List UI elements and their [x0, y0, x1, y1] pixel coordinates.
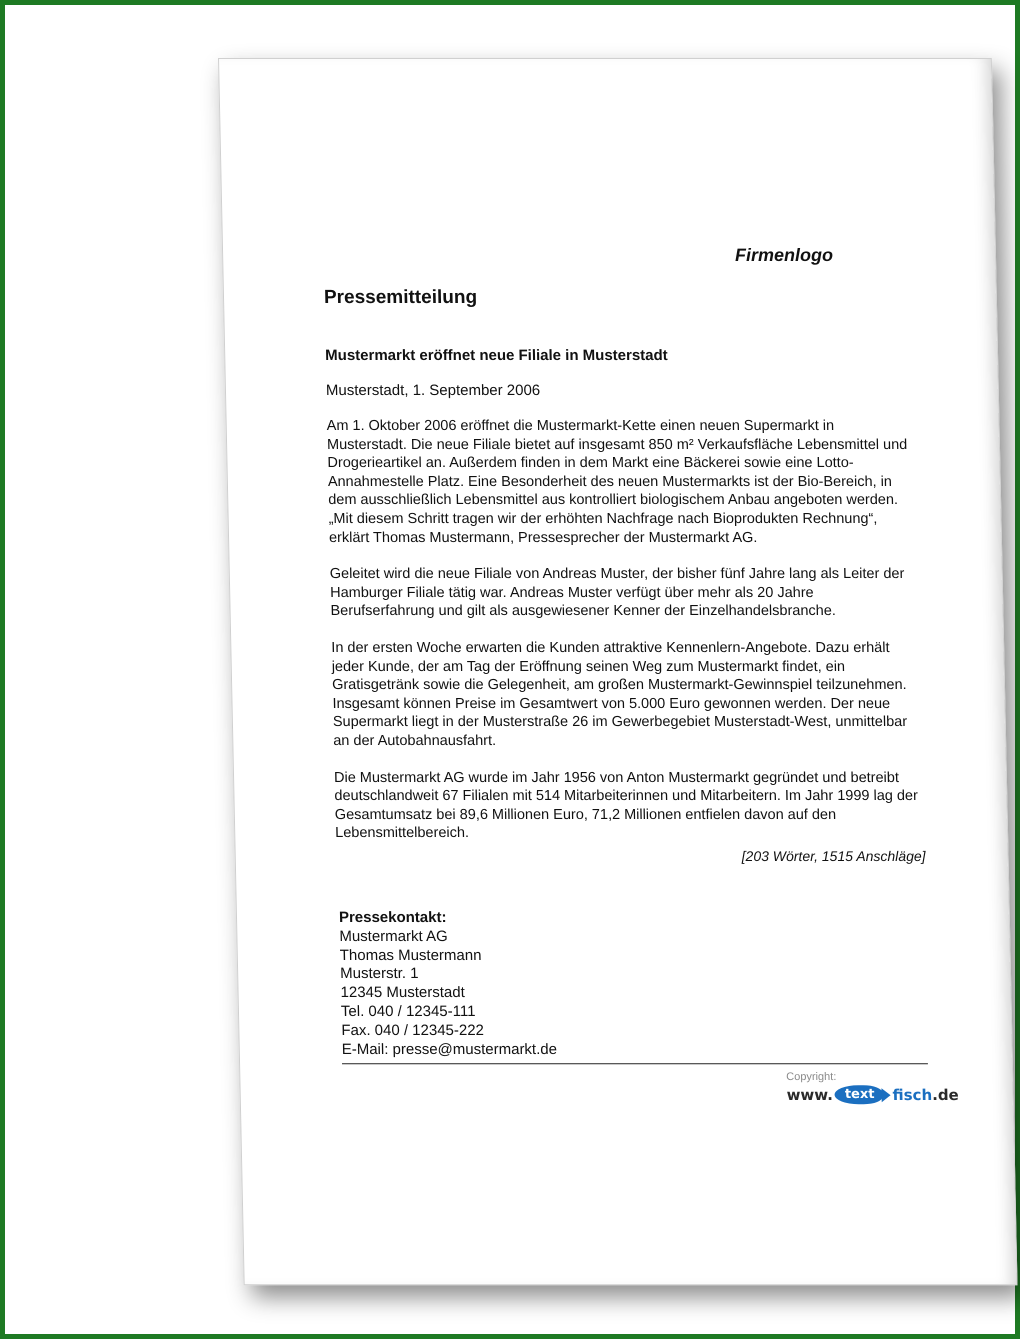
contact-fax: Fax. 040 / 12345-222	[341, 1021, 485, 1039]
paragraph-opening: Am 1. Oktober 2006 eröffnet die Mustermarkt-Kette einen neuen Supermarkt in Musterstadt. Die neue Filiale bietet auf insgesamt 850 m² Verkaufsfläche Lebensmittel und Drogerieartikel an. Außerdem finden in dem Markt eine Bäckerei sowie eine Lotto-Annahmestelle Platz. Eine Besonderheit des neuen Mustermarkts ist der Bio-Bereich, in dem ausschließlich Lebensmittel aus kontrolliert biologischem Anbau angeboten werden. „Mit diesem Schritt tragen wir der erhöhten Nachfrage nach Bioprodukten Rechnung“, erklärt Thomas Mustermann, Pressesprecher der Mustermarkt AG.	[326, 418, 908, 546]
company-logo-placeholder: Firmenlogo	[734, 245, 834, 266]
word-count-note: [203 Wörter, 1515 Anschläge]	[741, 848, 926, 865]
brand-fish-text: text	[844, 1087, 875, 1103]
paragraph-offers: In der ersten Woche erwarten die Kunden attraktive Kennenlern-Angebote. Dazu erhält jeder Kunde, der am Tag der Eröffnung seinen Weg zum Mustermarkt findet, ein Gratisgetränk sowie die Gelegenheit, am großen Mustermarkt-Gewinnspiel teilzunehmen. Insgesamt können Preise im Gesamtwert von 5.000 Euro gewonnen werden. Der neue Supermarkt liegt in der Musterstraße 26 im Gewerbegebiet Musterstadt-West, unmittelbar an der Autobahnausfahrt.	[331, 640, 908, 750]
contact-person: Thomas Mustermann	[339, 946, 482, 964]
textfisch-logo	[786, 1085, 959, 1104]
contact-street: Musterstr. 1	[339, 965, 419, 983]
contact-email: E-Mail: presse@mustermarkt.de	[341, 1040, 558, 1058]
document-title: Pressemitteilung	[323, 287, 478, 309]
document-page	[218, 58, 1018, 1285]
copyright-label: Copyright:	[786, 1071, 837, 1084]
paragraph-company-info: Die Mustermarkt AG wurde im Jahr 1956 von Anton Mustermarkt gegründet und betreibt deutschlandweit 67 Filialen mit 514 Mitarbeiterinnen und Mitarbeitern. Im Jahr 1999 lag der Gesamtumsatz bei 89,6 Millionen Euro, 71,2 Millionen entfielen davon auf den Lebensmittelbereich.	[333, 769, 919, 842]
press-body	[326, 417, 925, 866]
contact-company: Mustermarkt AG	[339, 927, 448, 945]
dateline: Musterstadt, 1. September 2006	[325, 382, 541, 400]
brand-suffix: .de	[931, 1085, 959, 1104]
press-headline: Mustermarkt eröffnet neue Filiale in Musterstadt	[325, 347, 668, 365]
contact-heading: Pressekontakt:	[338, 909, 447, 927]
press-contact-block	[339, 909, 557, 1059]
brand-name: fisch	[892, 1085, 933, 1104]
fish-icon	[835, 1085, 883, 1104]
brand-prefix: www.	[786, 1085, 834, 1104]
contact-city: 12345 Musterstadt	[340, 984, 465, 1002]
paragraph-management: Geleitet wird die neue Filiale von Andreas Muster, der bisher fünf Jahre lang als Leiter der Hamburger Filiale tätig war. Andreas Muster verfügt über mehr als 20 Jahre Berufserfahrung und gilt als ausgewiesener Kenner der Einzelhandelsbranche.	[329, 566, 905, 620]
contact-phone: Tel. 040 / 12345-111	[340, 1003, 476, 1021]
footer-divider	[342, 1063, 928, 1064]
